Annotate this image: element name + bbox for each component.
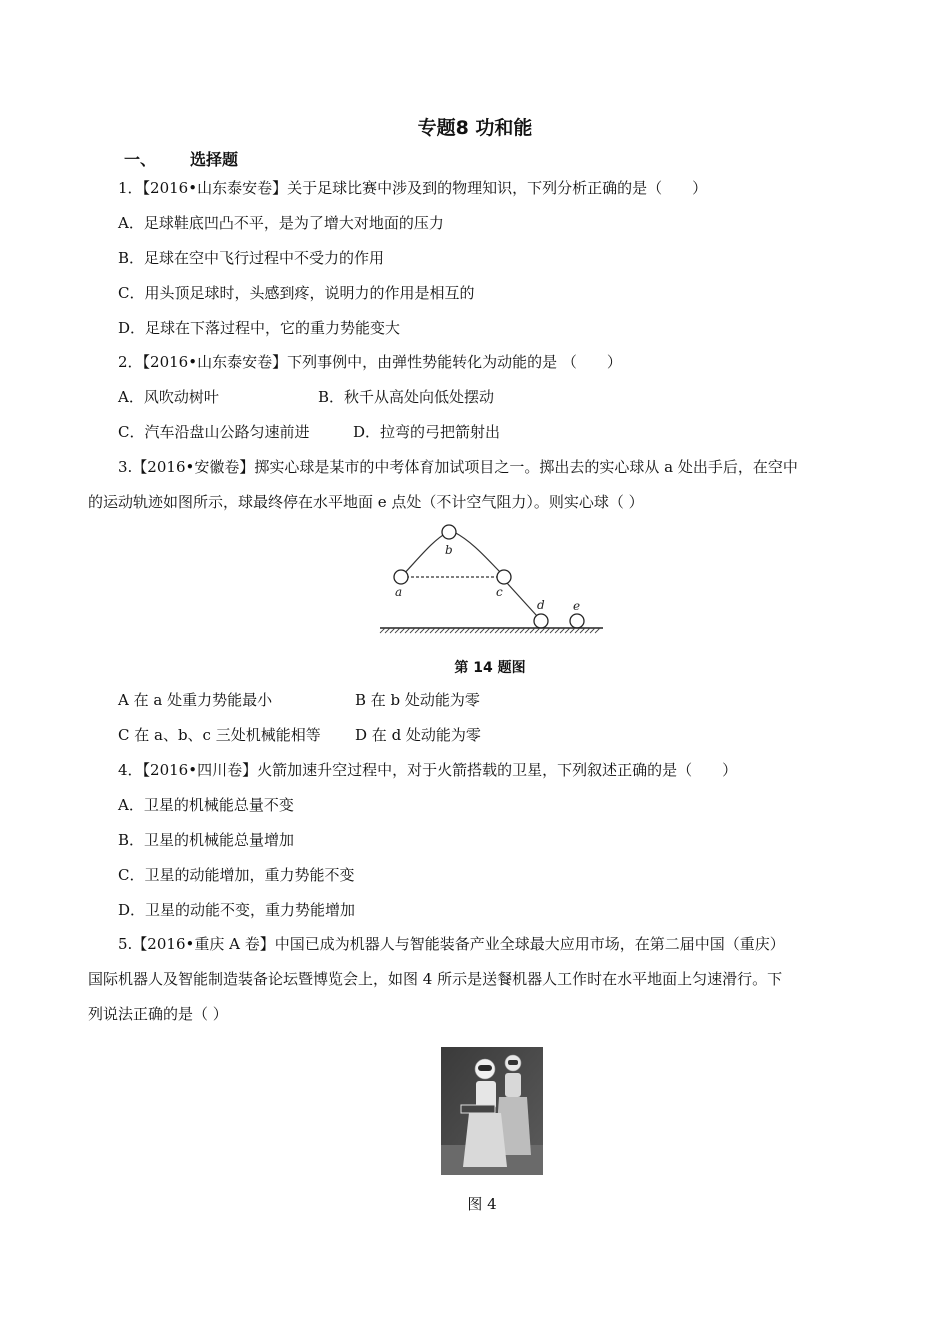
question-4-option-b: B．卫星的机械能总量增加 bbox=[118, 831, 295, 849]
ball-at-d bbox=[534, 614, 548, 628]
figure-4-caption: 图 4 bbox=[467, 1195, 497, 1213]
question-5-stem-line-3: 列说法正确的是（ ） bbox=[88, 1005, 228, 1023]
trajectory-falling-curve bbox=[454, 532, 501, 573]
ball-at-b bbox=[442, 525, 456, 539]
question-3-option-c: C 在 a、b、c 三处机械能相等 bbox=[118, 726, 321, 744]
robot-photo bbox=[441, 1047, 543, 1175]
question-1-option-b: B．足球在空中飞行过程中不受力的作用 bbox=[118, 249, 385, 267]
question-4-option-a: A．卫星的机械能总量不变 bbox=[118, 796, 294, 814]
question-1-option-a: A．足球鞋底凹凸不平，是为了增大对地面的压力 bbox=[118, 214, 444, 232]
label-d: d bbox=[537, 598, 545, 612]
question-2-option-c: C．汽车沿盘山公路匀速前进 bbox=[118, 423, 310, 441]
question-4-stem: 4．【2016•四川卷】火箭加速升空过程中，对于火箭搭载的卫星，下列叙述正确的是（ ） bbox=[118, 761, 738, 779]
section-number: 一、 bbox=[124, 150, 157, 169]
question-3-stem-line-2: 的运动轨迹如图所示，球最终停在水平地面 e 点处（不计空气阻力）。则实心球（ ） bbox=[88, 493, 644, 511]
question-2-option-b: B．秋千从高处向低处摆动 bbox=[318, 388, 495, 406]
ball-at-c bbox=[497, 570, 511, 584]
question-4-option-c: C．卫星的动能增加，重力势能不变 bbox=[118, 866, 355, 884]
page-title: 专题8 功和能 bbox=[417, 117, 533, 139]
trajectory-rising-curve bbox=[401, 532, 448, 577]
question-5-stem-line-2: 国际机器人及智能制造装备论坛暨博览会上，如图 4 所示是送餐机器人工作时在水平地面上匀速滑行。下 bbox=[88, 970, 783, 988]
trajectory-figure bbox=[375, 520, 610, 645]
label-a: a bbox=[395, 585, 403, 599]
question-3-option-b: B 在 b 处动能为零 bbox=[355, 691, 480, 709]
question-2-stem: 2．【2016•山东泰安卷】下列事例中，由弹性势能转化为动能的是 （ ） bbox=[118, 353, 622, 371]
question-2-option-d: D．拉弯的弓把箭射出 bbox=[353, 423, 501, 441]
section-title: 选择题 bbox=[190, 150, 239, 169]
label-c: c bbox=[496, 585, 503, 599]
question-3-row-2 bbox=[118, 725, 678, 745]
ball-at-e bbox=[570, 614, 584, 628]
question-3-stem-line-1: 3.【2016•安徽卷】掷实心球是某市的中考体育加试项目之一。掷出去的实心球从 a 处出手后，在空中 bbox=[118, 458, 798, 476]
question-1-option-c: C．用头顶足球时，头感到疼，说明力的作用是相互的 bbox=[118, 284, 475, 302]
question-1-stem: 1．【2016•山东泰安卷】关于足球比赛中涉及到的物理知识，下列分析正确的是（ ） bbox=[118, 179, 708, 197]
figure-14-caption: 第 14 题图 bbox=[454, 660, 526, 676]
question-2-option-a: A．风吹动树叶 bbox=[118, 388, 219, 406]
ball-at-a bbox=[394, 570, 408, 584]
label-e: e bbox=[573, 599, 581, 613]
trajectory-descent-line bbox=[507, 583, 537, 616]
question-3-option-a: A 在 a 处重力势能最小 bbox=[118, 691, 273, 709]
question-2-row-1 bbox=[118, 387, 495, 407]
section-heading bbox=[124, 147, 238, 170]
question-1-option-d: D．足球在下落过程中，它的重力势能变大 bbox=[118, 319, 401, 337]
question-3-row-1 bbox=[118, 690, 678, 710]
label-b: b bbox=[445, 543, 453, 557]
question-2-row-2 bbox=[118, 422, 678, 442]
question-3-option-d: D 在 d 处动能为零 bbox=[355, 726, 481, 744]
question-5-stem-line-1: 5.【2016•重庆 A 卷】中国已成为机器人与智能装备产业全球最大应用市场，在第二届中国（重庆） bbox=[118, 935, 785, 953]
question-4-option-d: D．卫星的动能不变，重力势能增加 bbox=[118, 901, 356, 919]
